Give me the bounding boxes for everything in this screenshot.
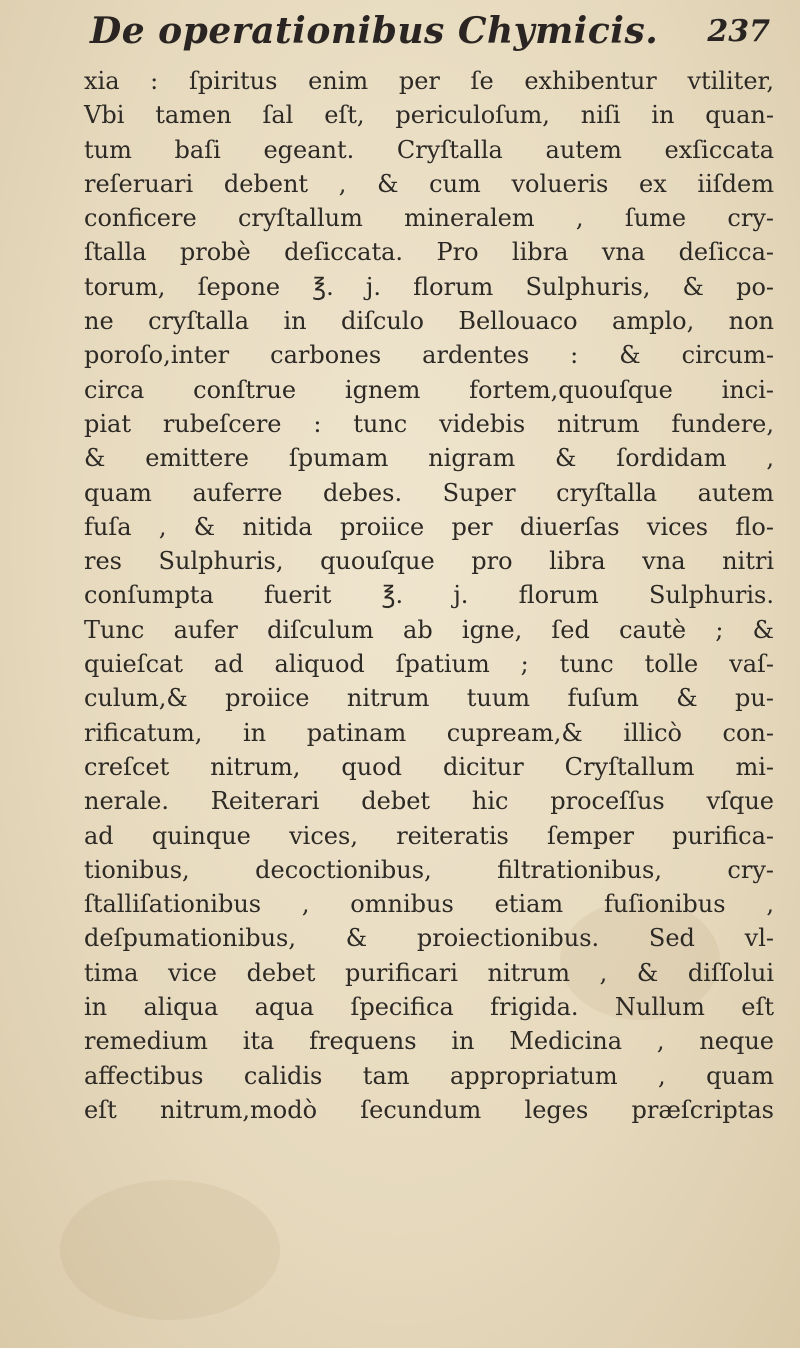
text-line: creſcet nitrum, quod dicitur Cryſtallum mi-	[84, 752, 774, 781]
text-line: ne cryſtalla in diſculo Bellouaco amplo, non	[84, 307, 774, 336]
text-line: quam auferre debes. Super cryſtalla autem	[84, 478, 774, 507]
text-line: conſumpta fuerit ℥. j. florum Sulphuris.	[84, 581, 774, 610]
text-line: torum, ſepone ℥. j. florum Sulphuris, & po-	[84, 272, 774, 301]
text-line: piat rubeſcere : tunc videbis nitrum fundere,	[84, 409, 774, 438]
text-line: in aliqua aqua ſpecifica frigida. Nullum eſt	[84, 993, 774, 1022]
text-line: culum,& proiice nitrum tuum fuſum & pu-	[84, 684, 774, 713]
text-line: res Sulphuris, quouſque pro libra vna nitri	[84, 547, 774, 576]
text-line: affectibus calidis tam appropriatum , quam	[84, 1061, 774, 1090]
text-line: Vbi tamen ſal eſt, periculoſum, niſi in quan-	[84, 101, 774, 130]
text-line: deſpumationibus, & proiectionibus. Sed vl-	[84, 924, 774, 953]
text-line: ad quinque vices, reiteratis ſemper purifica-	[84, 821, 774, 850]
text-line: nerale. Reiterari debet hic proceſſus vſque	[84, 787, 774, 816]
text-line: conficere cryſtallum mineralem , ſume cry-	[84, 204, 774, 233]
text-line: & emittere ſpumam nigram & ſordidam ,	[84, 444, 774, 473]
text-line: ſtalliſationibus , omnibus etiam fuſionibus ,	[84, 890, 774, 919]
page-number: 237	[707, 14, 770, 49]
text-line: ſtalla probè deſiccata. Pro libra vna deſicca-	[84, 238, 774, 267]
text-line: remedium ita frequens in Medicina , neque	[84, 1027, 774, 1056]
text-line: tionibus, decoctionibus, filtrationibus, cry-	[84, 855, 774, 884]
text-line: fuſa , & nitida proiice per diuerſas vices flo-	[84, 512, 774, 541]
text-line: quieſcat ad aliquod ſpatium ; tunc tolle vaſ-	[84, 650, 774, 679]
text-line: Tunc aufer diſculum ab igne, ſed cautè ; &	[84, 615, 774, 644]
text-line: xia : ſpiritus enim per ſe exhibentur vtiliter,	[84, 67, 774, 95]
text-line: tum baſi egeant. Cryſtalla autem exſiccata	[84, 135, 774, 164]
text-line: tima vice debet purificari nitrum , & diſſolui	[84, 958, 774, 987]
paper-stain	[60, 1180, 280, 1320]
text-line: reſeruari debent , & cum volueris ex iiſdem	[84, 169, 774, 198]
running-title: De operationibus Chymicis.	[90, 10, 659, 52]
page-header	[0, 6, 800, 64]
text-line: circa conſtrue ignem fortem,quouſque inci-	[84, 375, 774, 404]
text-line: rificatum, in patinam cupream,& illicò con-	[84, 718, 774, 747]
text-line: poroſo,inter carbones ardentes : & circum-	[84, 341, 774, 370]
text-line: eſt nitrum,modò ſecundum leges præſcriptas	[84, 1095, 774, 1124]
body-text	[84, 64, 774, 1127]
